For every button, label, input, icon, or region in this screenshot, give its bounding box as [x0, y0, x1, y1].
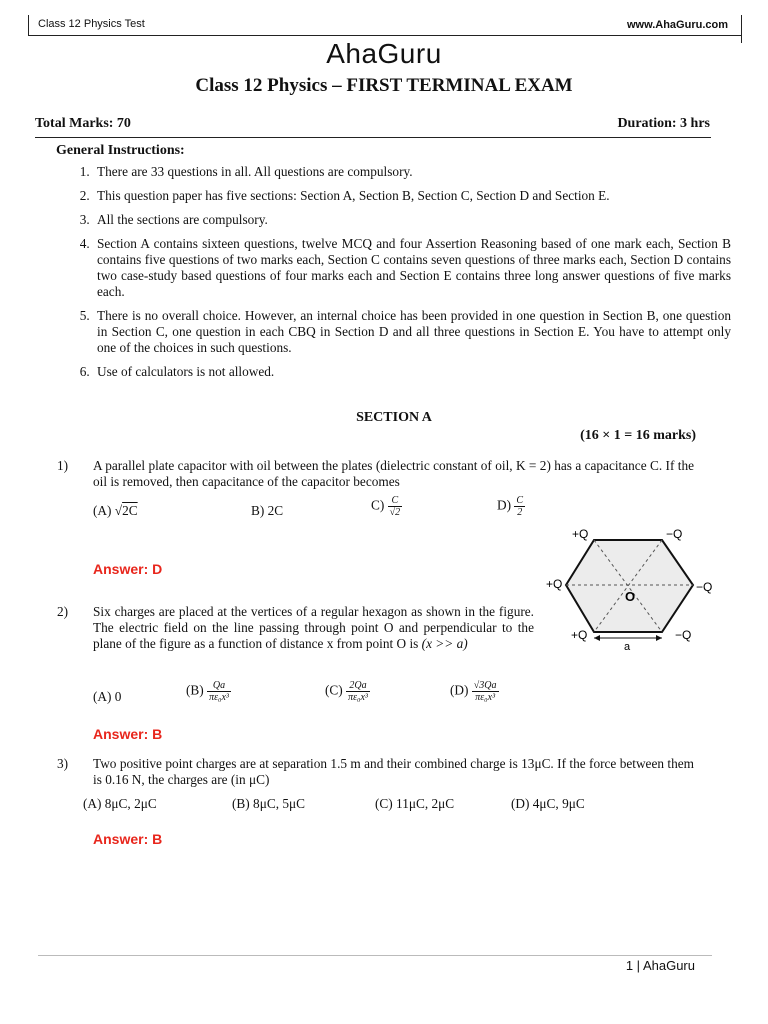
- arrow-head: [594, 635, 600, 641]
- charge-label-bottom-left: +Q: [571, 628, 588, 642]
- answer-label: Answer: B: [93, 831, 163, 847]
- logo-text: AhaGuru: [326, 38, 442, 69]
- option-a: (A) √2C: [93, 503, 138, 518]
- instructions-title: General Instructions:: [56, 143, 185, 158]
- question-number: 1): [57, 458, 69, 473]
- instruction-item: 6. Use of calculators is not allowed.: [93, 364, 731, 380]
- answer-label: Answer: D: [93, 561, 163, 577]
- instruction-item: 1. There are 33 questions in all. All questions are compulsory.: [93, 164, 731, 180]
- charge-label-left: +Q: [546, 577, 563, 591]
- charge-label-top-left: +Q: [572, 527, 589, 541]
- total-marks: Total Marks: 70: [35, 116, 131, 131]
- exam-duration: Duration: 3 hrs: [617, 116, 710, 131]
- footer-rule: [38, 955, 712, 956]
- instructions-list: [56, 164, 731, 388]
- option-c: (C) 11μC, 2μC: [375, 796, 455, 811]
- charge-label-top-right: −Q: [666, 527, 683, 541]
- header-test-label: Class 12 Physics Test: [38, 18, 145, 30]
- option-b: (B) $\frac{Qa}{\text{πε₀x³}}$: [186, 680, 229, 703]
- option-c: C) $\frac{C}{√2}$: [371, 495, 401, 518]
- question-text: Two positive point charges are at separation 1.5 m and their combined charge is 13μC. If the force between them is 0.16 N, the charges are (in μC): [93, 756, 694, 787]
- side-label: a: [624, 641, 631, 653]
- header-website: www.AhaGuru.com: [626, 19, 728, 31]
- option-d: D) $\frac{C}{2}$: [497, 495, 524, 518]
- question-number: 3): [57, 756, 69, 771]
- center-label: O: [625, 589, 636, 604]
- instruction-item: 3. All the sections are compulsory.: [93, 212, 731, 228]
- option-a: (A) 8μC, 2μC: [83, 796, 157, 811]
- question-text: Six charges are placed at the vertices of a regular hexagon as shown in the figure. The electric field on the line passing through point O and perpendicular to the plane of the figure as a function of distance x from point O is (x >> a): [93, 604, 534, 651]
- ahaguru-logo: [0, 38, 768, 70]
- instruction-item: 5. There is no overall choice. However, an internal choice has been provided in one question in Section B, one question in Section C, one question in each CBQ in Section D and all three questions in Section E. You have to attempt only one of the choices in such questions.: [93, 308, 731, 356]
- charge-label-bottom-right: −Q: [675, 628, 692, 642]
- section-marks: (16 × 1 = 16 marks): [580, 428, 696, 443]
- hexagon-figure: [540, 522, 730, 654]
- header-rule: [28, 35, 742, 36]
- option-c: (C) $\frac{2Qa}{\text{πε₀x³}}$: [325, 680, 368, 703]
- question-number: 2): [57, 604, 69, 619]
- option-a: (A) 0: [93, 689, 122, 704]
- instruction-item: 4. Section A contains sixteen questions, twelve MCQ and four Assertion Reasoning based of one mark each, Section B contains five questions of two marks each, Section C contains seven questions of three marks each, Section D contains two case-study based questions of four marks each and Section E contains three long answer questions of five marks each.: [93, 236, 731, 300]
- option-d: (D) $\frac{√3Qa}{\text{πε₀x³}}$: [450, 680, 497, 703]
- charge-label-right: −Q: [696, 580, 713, 594]
- exam-title: Class 12 Physics – FIRST TERMINAL EXAM: [195, 75, 573, 96]
- arrow-head: [656, 635, 662, 641]
- page-footer: 1 | AhaGuru: [625, 958, 695, 973]
- option-b: (B) 8μC, 5μC: [232, 796, 305, 811]
- answer-label: Answer: B: [93, 726, 163, 742]
- instruction-item: 2. This question paper has five sections: Section A, Section B, Section C, Section D and Section E.: [93, 188, 731, 204]
- section-title: SECTION A: [356, 410, 432, 425]
- title-divider: [35, 137, 711, 138]
- question-text: A parallel plate capacitor with oil between the plates (dielectric constant of oil, K = 2) has a capacitance C. If the oil is removed, then capacitance of the capacitor becomes: [93, 458, 694, 489]
- hexagon-shape: [566, 540, 693, 632]
- header-frame-left: [28, 15, 29, 35]
- option-d: (D) 4μC, 9μC: [511, 796, 585, 811]
- option-b: B) 2C: [251, 503, 284, 518]
